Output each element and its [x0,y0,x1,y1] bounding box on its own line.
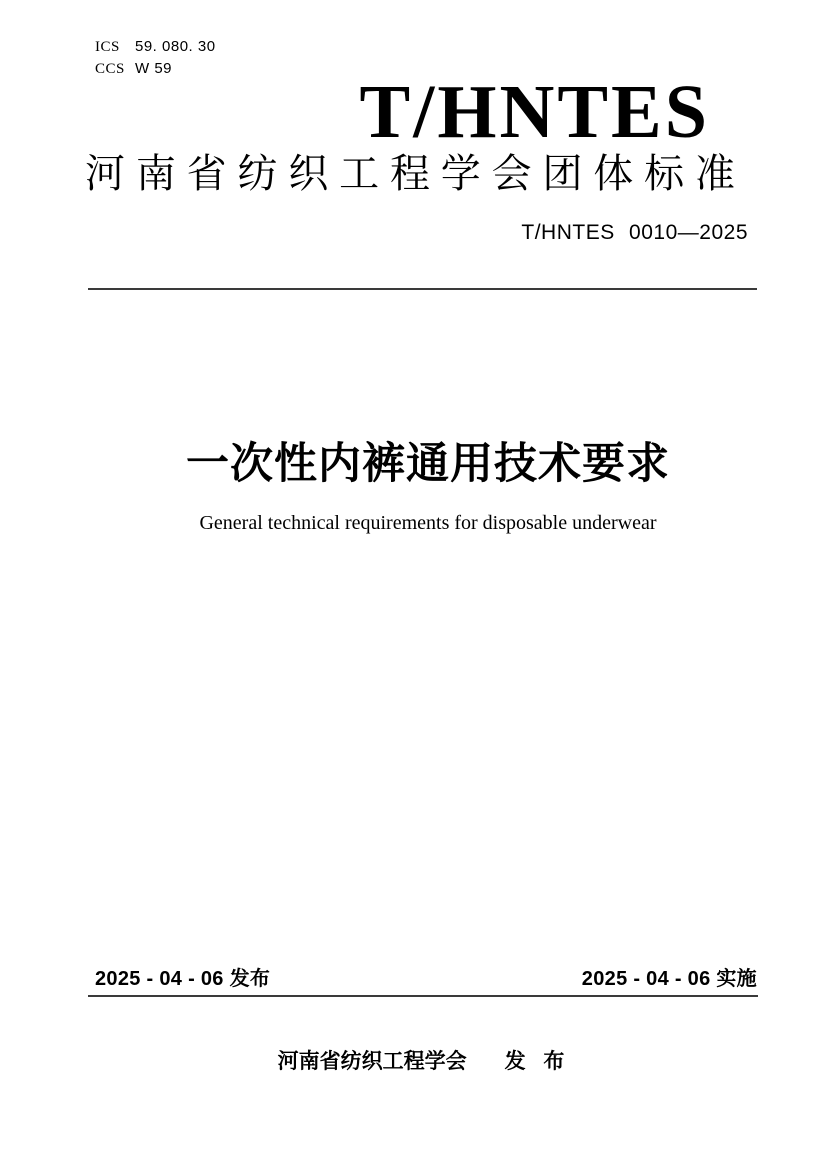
implement-date: 2025 - 04 - 06 实施 [581,968,757,990]
issue-date: 2025 - 04 - 06 发布 [95,968,271,990]
header-divider-rule [88,288,757,290]
publisher-row [88,1051,754,1072]
ccs-value: W 59 [135,60,173,77]
ics-value: 59. 080. 30 [135,38,216,55]
ccs-label: CCS [95,61,125,77]
dates-row [95,969,757,989]
standard-org-code: T/HNTES [359,70,710,154]
document-title-zh: 一次性内裤通用技术要求 [186,440,670,488]
publish-action-label: 发 布 [504,1050,565,1073]
ics-label: ICS [95,39,120,55]
publisher-name: 河南省纺织工程学会 [277,1050,467,1073]
document-title-en: General technical requirements for disposable underwear [199,512,657,534]
standard-number: T/HNTES 0010—2025 [521,221,748,244]
ccs-code-row [95,60,216,82]
classification-codes [95,38,216,82]
footer-divider-rule [88,995,758,997]
society-standard-banner: 河 南 省 纺 织 工 程 学 会 团 体 标 准 [85,152,735,196]
ics-code-row [95,38,216,60]
